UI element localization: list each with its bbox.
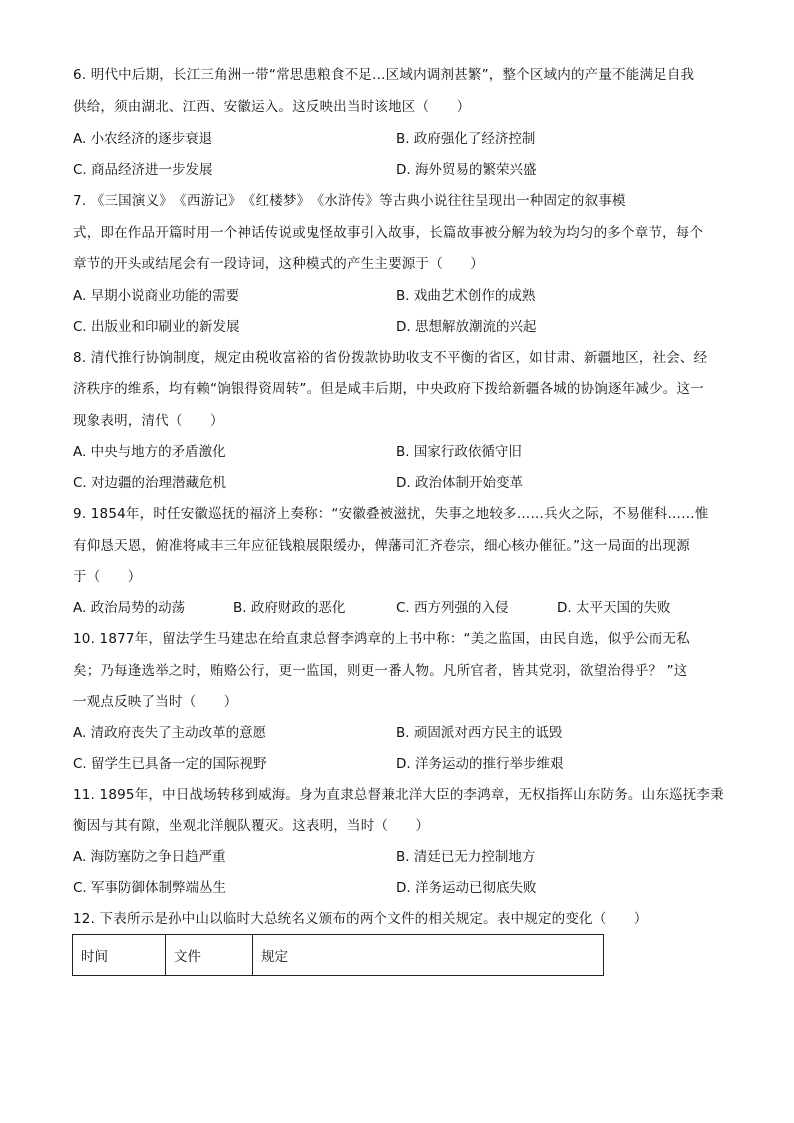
- q7-stem-line-2: 式，即在作品开篇时用一个神话传说或鬼怪故事引入故事，长篇故事被分解为较为均匀的多个章节，每个: [73, 225, 704, 241]
- q9-stem-line-3: 于（ ）: [73, 569, 142, 585]
- q10-option-a[interactable]: A. 清政府丧失了主动改革的意愿: [73, 725, 267, 741]
- table-header-document: 文件: [166, 935, 253, 976]
- q9-stem-line-2: 有仰恳天恩，俯准将咸丰三年应征钱粮展限缓办，俾藩司汇齐卷宗，细心核办催征。”这一局面的出现源: [73, 538, 690, 554]
- q10-option-d[interactable]: D. 洋务运动的推行举步维艰: [396, 756, 564, 772]
- q10-stem-line-3: 一观点反映了当时（ ）: [73, 694, 238, 710]
- q7-stem-line-3: 章节的开头或结尾会有一段诗词，这种模式的产生主要源于（ ）: [73, 256, 484, 272]
- q6-option-c[interactable]: C. 商品经济进一步发展: [73, 162, 213, 178]
- q11-option-c[interactable]: C. 军事防御体制弊端丛生: [73, 880, 227, 896]
- q9-option-d[interactable]: D. 太平天国的失败: [557, 600, 671, 616]
- q11-option-a[interactable]: A. 海防塞防之争日趋严重: [73, 849, 226, 865]
- table-header-row: [73, 935, 604, 976]
- q12-stem-line-1: 12. 下表所示是孙中山以临时大总统名义颁布的两个文件的相关规定。表中规定的变化（ ）: [73, 911, 648, 927]
- q8-stem-line-3: 现象表明，清代（ ）: [73, 413, 224, 429]
- q6-stem-line-1: 6. 明代中后期，长江三角洲一带“常思患粮食不足…区域内调剂甚繁”，整个区域内的产量不能满足自我: [73, 67, 695, 83]
- q8-option-c[interactable]: C. 对边疆的治理潜藏危机: [73, 475, 227, 491]
- q11-stem-line-1: 11. 1895年，中日战场转移到威海。身为直隶总督兼北洋大臣的李鸿章，无权指挥山东防务。山东巡抚李秉: [73, 787, 724, 803]
- table-header-rule: 规定: [253, 935, 604, 976]
- q8-option-d[interactable]: D. 政治体制开始变革: [396, 475, 523, 491]
- q9-option-c[interactable]: C. 西方列强的入侵: [396, 600, 509, 616]
- q7-option-a[interactable]: A. 早期小说商业功能的需要: [73, 288, 240, 304]
- q6-stem-line-2: 供给，须由湖北、江西、安徽运入。这反映出当时该地区（ ）: [73, 99, 471, 115]
- q8-stem-line-1: 8. 清代推行协饷制度，规定由税收富裕的省份拨款协助收支不平衡的省区，如甘肃、新疆地区，社会、经: [73, 350, 708, 366]
- q7-stem-line-1: 7. 《三国演义》 《西游记》 《红楼梦》 《水浒传》等古典小说往往呈现出一种固定的叙事模: [73, 193, 626, 209]
- q11-option-b[interactable]: B. 清廷已无力控制地方: [396, 849, 536, 865]
- q10-stem-line-1: 10. 1877年，留法学生马建忠在给直隶总督李鸿章的上书中称：“美之监国，由民自选，似乎公而无私: [73, 631, 690, 647]
- q8-option-b[interactable]: B. 国家行政依循守旧: [396, 444, 522, 460]
- q6-option-a[interactable]: A. 小农经济的逐步衰退: [73, 131, 213, 147]
- q9-option-b[interactable]: B. 政府财政的恶化: [233, 600, 346, 616]
- q12-table: [72, 934, 604, 976]
- q11-option-d[interactable]: D. 洋务运动已彻底失败: [396, 880, 537, 896]
- q9-option-a[interactable]: A. 政治局势的动荡: [73, 600, 186, 616]
- q10-option-c[interactable]: C. 留学生已具备一定的国际视野: [73, 756, 267, 772]
- q11-stem-line-2: 衡因与其有隙，坐观北洋舰队覆灭。这表明，当时（ ）: [73, 818, 430, 834]
- q8-stem-line-2: 济秩序的维系，均有赖“饷银得资周转”。但是咸丰后期，中央政府下拨给新疆各城的协饷逐年减少。这一: [73, 381, 704, 397]
- q10-stem-line-2: 矣；乃每逢选举之时，贿赂公行，更一监国，则更一番人物。凡所官者，皆其党羽，欲望治得乎？ ”这: [73, 663, 688, 679]
- q7-option-b[interactable]: B. 戏曲艺术创作的成熟: [396, 288, 536, 304]
- q6-option-d[interactable]: D. 海外贸易的繁荣兴盛: [396, 162, 537, 178]
- q7-option-d[interactable]: D. 思想解放潮流的兴起: [396, 319, 537, 335]
- q8-option-a[interactable]: A. 中央与地方的矛盾激化: [73, 444, 226, 460]
- q7-option-c[interactable]: C. 出版业和印刷业的新发展: [73, 319, 240, 335]
- q9-stem-line-1: 9. 1854年，时任安徽巡抚的福济上奏称：“安徽叠被滋扰，失事之地较多……兵火之际，不易催科……惟: [73, 506, 709, 522]
- q10-option-b[interactable]: B. 顽固派对西方民主的诋毁: [396, 725, 563, 741]
- table-header-time: 时间: [73, 935, 166, 976]
- q6-option-b[interactable]: B. 政府强化了经济控制: [396, 131, 536, 147]
